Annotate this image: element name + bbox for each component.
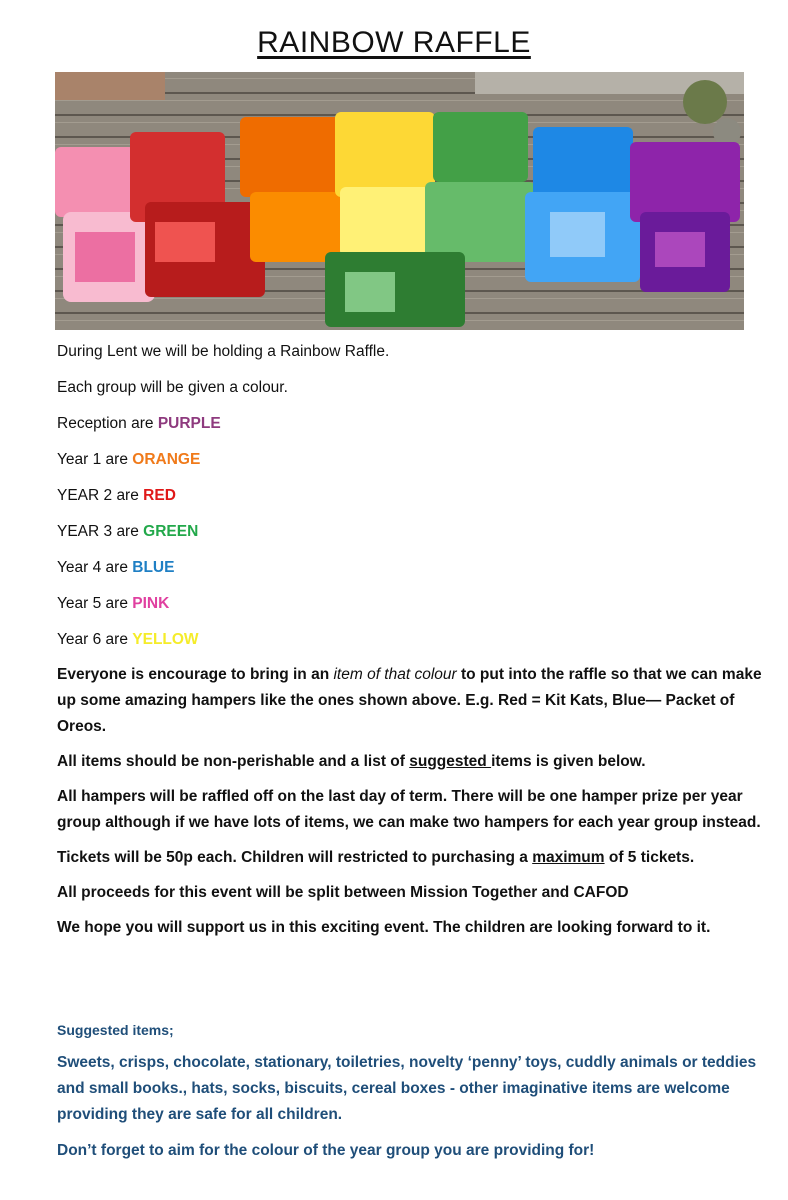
text-span: of 5 tickets.	[604, 849, 695, 866]
group-colour: YELLOW	[132, 631, 199, 648]
text-span: Tickets will be 50p each. Children will restricted to purchasing a	[57, 849, 533, 866]
suggested-items-section	[57, 1022, 769, 1174]
group-colour: RED	[143, 487, 176, 504]
group-label: Year 6 are	[57, 631, 133, 648]
intro-line: During Lent we will be holding a Rainbow Raffle.	[57, 343, 390, 360]
hope-paragraph: We hope you will support us in this exciting event. The children are looking forward to it.	[57, 919, 711, 936]
underline-span: suggested	[409, 753, 492, 770]
group-colour: PURPLE	[157, 415, 221, 432]
text-span: Everyone is encourage to bring in an	[57, 666, 334, 683]
hampers-photo	[55, 72, 744, 330]
text-span: to put into the raffle so that we can make up some amazing hampers like the ones shown above. E.g. Red = Kit Kats, Blue— Packet of Oreos.	[57, 666, 762, 735]
hampers-photo-icon	[55, 72, 744, 330]
group-line-year4	[57, 558, 767, 578]
group-colour: BLUE	[132, 559, 175, 576]
group-line-year1	[57, 450, 767, 470]
group-line-year3	[57, 522, 767, 542]
items-paragraph	[57, 749, 769, 775]
suggested-reminder: Don’t forget to aim for the colour of the year group you are providing for!	[57, 1142, 595, 1159]
hampers-paragraph: All hampers will be raffled off on the last day of term. There will be one hamper prize per year group although if we have lots of items, we can make two hampers for each year group instead.	[57, 788, 761, 831]
proceeds-paragraph: All proceeds for this event will be split between Mission Together and CAFOD	[57, 884, 629, 901]
group-line-year5	[57, 594, 767, 614]
text-span: All items should be non-perishable and a list of	[57, 753, 410, 770]
tickets-paragraph	[57, 845, 769, 871]
italic-span: item of that colour	[333, 666, 457, 683]
group-colour: GREEN	[143, 523, 199, 540]
group-label: Year 4 are	[57, 559, 133, 576]
group-colour: ORANGE	[132, 451, 201, 468]
suggested-heading: Suggested items;	[57, 1022, 174, 1038]
underline-span: maximum	[532, 849, 605, 866]
text-span: items is given below.	[491, 753, 646, 770]
group-colour: PINK	[132, 595, 170, 612]
group-label: YEAR 3 are	[57, 523, 144, 540]
group-line-year2	[57, 486, 767, 506]
group-line-year6	[57, 630, 767, 650]
intro-line: Each group will be given a colour.	[57, 379, 288, 396]
group-label: Year 5 are	[57, 595, 133, 612]
suggested-list: Sweets, crisps, chocolate, stationary, toiletries, novelty ‘penny’ toys, cuddly animals or teddies and small books., hats, socks, biscuits, cereal boxes - other imaginative items are welcome providing they are safe for all children.	[57, 1054, 757, 1123]
group-label: Reception are	[57, 415, 158, 432]
group-label: Year 1 are	[57, 451, 133, 468]
page-title: RAINBOW RAFFLE	[257, 26, 531, 59]
group-line-reception	[57, 414, 767, 434]
group-label: YEAR 2 are	[57, 487, 144, 504]
encourage-paragraph	[57, 662, 769, 740]
